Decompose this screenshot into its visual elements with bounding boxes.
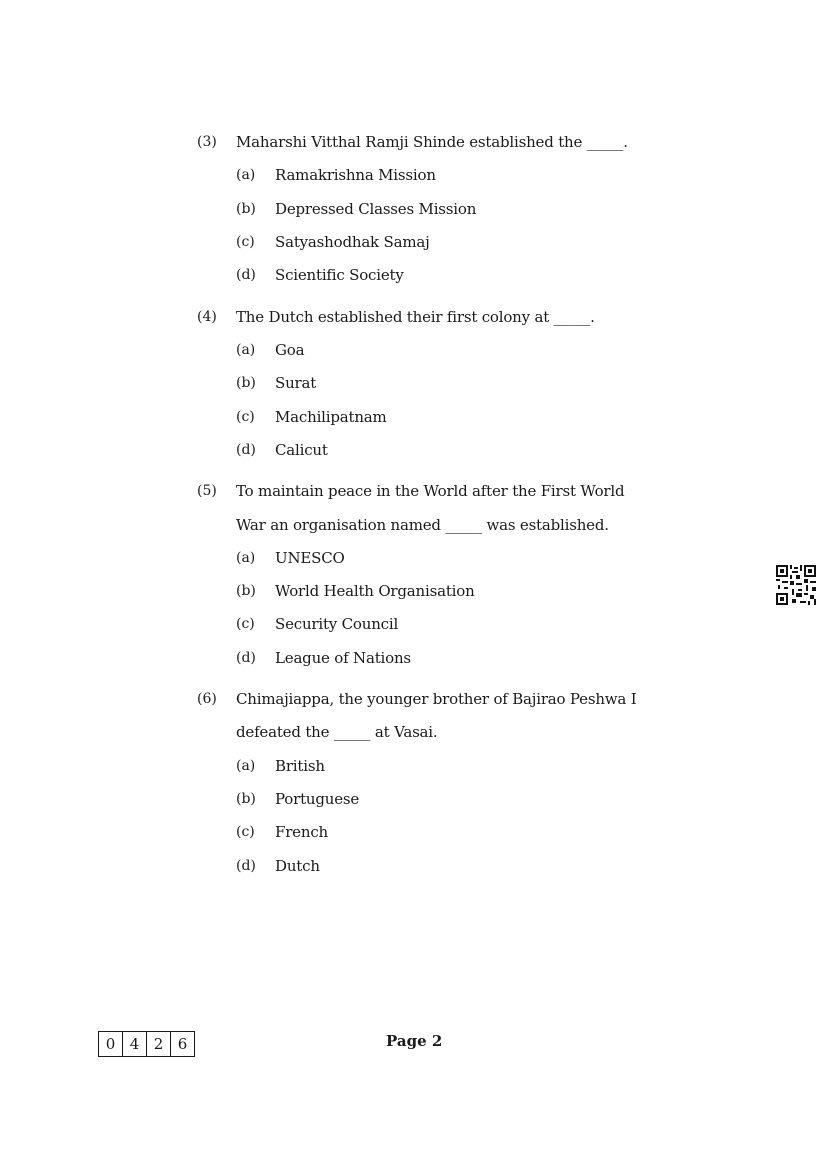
option-text: League of Nations [275, 649, 411, 667]
option-text: World Health Organisation [275, 582, 475, 600]
option-letter: (c) [236, 616, 255, 632]
code-digit: 2 [147, 1032, 171, 1056]
question-text: Chimajiappa, the younger brother of Bajirao Peshwa I [236, 690, 637, 708]
option-letter: (d) [236, 267, 256, 283]
question-text: To maintain peace in the World after the First World [236, 482, 625, 500]
option-text: Security Council [275, 615, 399, 633]
option-text: Dutch [275, 857, 320, 875]
option-letter: (a) [236, 550, 256, 566]
question-number: (4) [197, 309, 217, 325]
option-text: French [275, 823, 328, 841]
page-number: Page 2 [386, 1032, 443, 1050]
option-text: Portuguese [275, 790, 360, 808]
option-text: Depressed Classes Mission [275, 200, 477, 218]
question-text: The Dutch established their first colony at _____. [236, 308, 595, 326]
option-text: British [275, 757, 325, 775]
option-letter: (d) [236, 650, 256, 666]
option-text: Calicut [275, 441, 328, 459]
question-number: (5) [197, 483, 217, 499]
option-letter: (b) [236, 583, 256, 599]
option-letter: (c) [236, 234, 255, 250]
qr-code-icon [776, 565, 816, 605]
option-letter: (a) [236, 167, 256, 183]
question-text: Maharshi Vitthal Ramji Shinde established the _____. [236, 133, 628, 151]
code-digit: 4 [123, 1032, 147, 1056]
option-text: Surat [275, 374, 317, 392]
option-text: UNESCO [275, 549, 345, 567]
code-digit: 0 [99, 1032, 123, 1056]
option-text: Goa [275, 341, 305, 359]
option-letter: (d) [236, 858, 256, 874]
question-text: War an organisation named _____ was established. [236, 516, 609, 534]
code-digit: 6 [177, 1035, 188, 1053]
question-number: (3) [197, 134, 217, 150]
option-text: Machilipatnam [275, 408, 387, 426]
option-text: Scientific Society [275, 266, 404, 284]
paper-code-box [98, 1031, 195, 1057]
option-letter: (b) [236, 791, 256, 807]
question-text: defeated the _____ at Vasai. [236, 723, 438, 741]
option-letter: (d) [236, 442, 256, 458]
option-letter: (a) [236, 758, 256, 774]
option-letter: (a) [236, 342, 256, 358]
option-text: Satyashodhak Samaj [275, 233, 430, 251]
option-text: Ramakrishna Mission [275, 166, 436, 184]
option-letter: (c) [236, 409, 255, 425]
question-number: (6) [197, 691, 217, 707]
option-letter: (b) [236, 375, 256, 391]
option-letter: (b) [236, 201, 256, 217]
option-letter: (c) [236, 824, 255, 840]
